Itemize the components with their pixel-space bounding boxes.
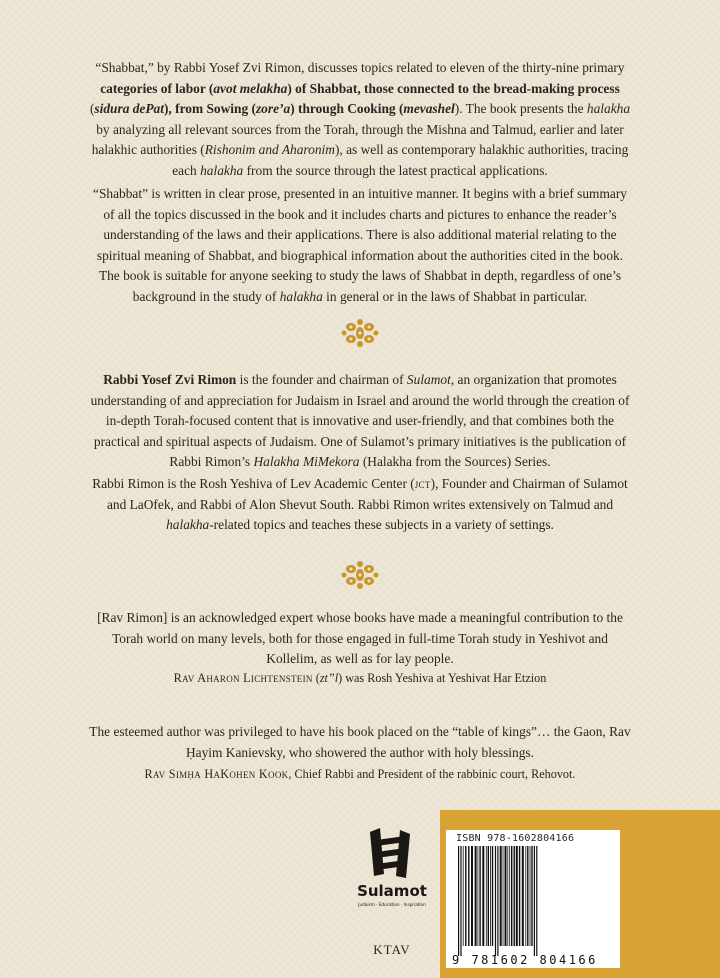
barcode-bar (475, 846, 477, 946)
barcode-bar (497, 846, 498, 956)
blurb-paragraph-2: “Shabbat” is written in clear prose, presented in an intuitive manner. It begins with a brief summary of all the topics discussed in the book and it includes charts and pictures to enhance the reader’s understanding of the laws and their applications. There is also additional material relating to the spiritual meaning of Shabbat, and biographical information about the authorities cited in the book. The book is suitable for anyone seeking to study the laws of Shabbat in depth, regardless of one’s background in the study of halakha in general or in the laws of Shabbat in particular. (93, 186, 627, 304)
endorsement-quote-1: [Rav Rimon] is an acknowledged expert whose books have made a meaningful contribution to the Torah world on many levels, both for those engaged in full-time Torah study in Yeshivot and Kollelim, as well as for lay people. (97, 610, 623, 667)
barcode-bar (478, 846, 479, 946)
barcode-bar (490, 846, 491, 946)
floral-ornament-icon (340, 318, 380, 348)
endorsement-attribution-1: Rav Aharon Lichtenstein (zt”l) was Rosh Yeshiva at Yeshivat Har Etzion (173, 671, 547, 685)
barcode-bar (458, 846, 459, 956)
author-bio-paragraph-1: Rabbi Yosef Zvi Rimon is the founder and chairman of Sulamot, an organization that promotes understanding of and appreciation for Judaism in Israel and around the world through the creation of in-depth Torah-focused content that is innovative and user-friendly, and that combines both the practical and spiritual aspects of Judaism. One of Sulamot’s primary initiatives is the publication of Rabbi Rimon’s Halakha MiMekora (Halakha from the Sources) Series. (90, 372, 630, 470)
barcode-bar (482, 846, 484, 946)
barcode-bar (516, 846, 518, 946)
barcode-bars (456, 846, 614, 956)
floral-ornament-icon (340, 560, 380, 590)
barcode-bar (465, 846, 466, 946)
isbn-text: ISBN 978-1602804166 (456, 833, 575, 844)
barcode-bar (525, 846, 526, 946)
barcode-bar (460, 846, 461, 956)
barcode-bar (505, 846, 507, 946)
logo-tagline: Judaism · Education · Inspiration (358, 902, 426, 907)
barcode-bar (534, 846, 535, 956)
endorsement-quote-2: The esteemed author was privileged to have his book placed on the “table of kings”… the Gaon, Rav Ḥayim Kanievsky, who showered the author with holy blessings. (89, 724, 631, 760)
publisher-imprint: KTAV (373, 942, 411, 957)
barcode-bar (530, 846, 531, 946)
barcode-bar (507, 846, 508, 946)
barcode-bar (514, 846, 515, 946)
barcode-bar (522, 846, 524, 946)
barcode-bar (519, 846, 520, 946)
blurb-paragraph-1: “Shabbat,” by Rabbi Yosef Zvi Rimon, discusses topics related to eleven of the thirty-nine primary categories of labor (avot melakha) of Shabbat, those connected to the bread-making process (sidura dePat), from Sowing (zore’a) through Cooking (mevashel). The book presents the halakha by analyzing all relevant sources from the Torah, through the Mishna and Talmud, earlier and later halakhic authorities (Rishonim and Aharonim), as well as contemporary halakhic authorities, tracing each halakha from the source through the latest practical applications. (89, 60, 631, 178)
barcode-bar (509, 846, 510, 946)
barcode-bar (486, 846, 487, 946)
barcode-bar (495, 846, 496, 956)
author-bio-paragraph-2: Rabbi Rimon is the Rosh Yeshiva of Lev Academic Center (jct), Founder and Chairman of Sulamot and LaOfek, and Rabbi of Alon Shevut South. Rabbi Rimon writes extensively on Talmud and halakha-related topics and teaches these subjects in a variety of settings. (92, 476, 628, 533)
barcode-bar (531, 846, 532, 946)
sulamot-ladder-logo-icon (356, 826, 428, 916)
endorsement-attribution-2: Rav Simḥa HaKohen Kook, Chief Rabbi and President of the rabbinic court, Rehovot. (144, 767, 576, 781)
barcode-bar (500, 846, 502, 946)
barcode-bar (479, 846, 480, 946)
barcode-digits: 9 781602 804166 (452, 953, 598, 967)
logo-wordmark: Sulamot (357, 882, 427, 900)
barcode-bar (471, 846, 473, 946)
barcode-bar (463, 846, 464, 946)
barcode-bar (488, 846, 489, 946)
barcode-bar (468, 846, 469, 946)
barcode-bar (527, 846, 528, 946)
barcode-bar (492, 846, 493, 946)
barcode-bar (503, 846, 504, 946)
barcode-bar (536, 846, 537, 956)
barcode-bar (511, 846, 512, 946)
